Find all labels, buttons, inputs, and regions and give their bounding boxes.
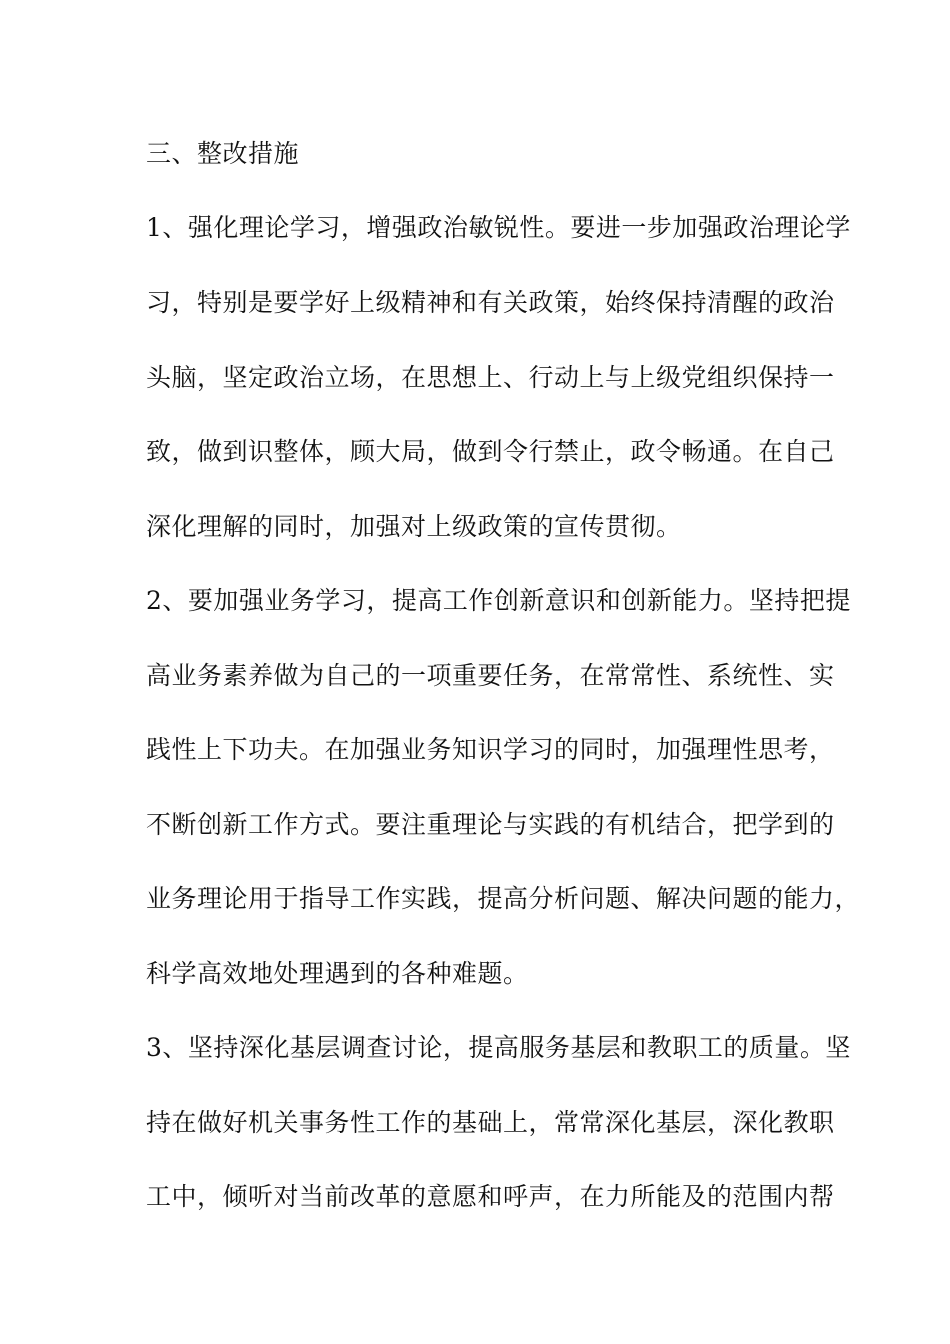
paragraph-line: 头脑，坚定政治立场，在思想上、行动上与上级党组织保持一	[146, 363, 835, 392]
paragraph-line: 不断创新工作方式。要注重理论与实践的有机结合，把学到的	[146, 810, 835, 839]
paragraph-line: 持在做好机关事务性工作的基础上，常常深化基层，深化教职	[146, 1108, 835, 1137]
paragraph-line: 践性上下功夫。在加强业务知识学习的同时，加强理性思考，	[146, 735, 835, 764]
section-heading: 三、整改措施	[146, 139, 300, 168]
paragraph-line: 1、强化理论学习，增强政治敏锐性。要进一步加强政治理论学	[146, 213, 851, 242]
paragraph-line: 3、坚持深化基层调查讨论，提高服务基层和教职工的质量。坚	[146, 1033, 851, 1062]
paragraph-line: 2、要加强业务学习，提高工作创新意识和创新能力。坚持把提	[146, 586, 851, 615]
paragraph-line: 科学高效地处理遇到的各种难题。	[146, 959, 529, 988]
paragraph-line: 深化理解的同时，加强对上级政策的宣传贯彻。	[146, 512, 682, 541]
paragraph-line: 业务理论用于指导工作实践，提高分析问题、解决问题的能力，	[146, 884, 861, 913]
paragraph-line: 致，做到识整体，顾大局，做到令行禁止，政令畅通。在自己	[146, 437, 835, 466]
paragraph-line: 高业务素养做为自己的一项重要任务，在常常性、系统性、实	[146, 661, 835, 690]
paragraph-line: 工中，倾听对当前改革的意愿和呼声，在力所能及的范围内帮	[146, 1182, 835, 1211]
paragraph-line: 习，特别是要学好上级精神和有关政策，始终保持清醒的政治	[146, 288, 835, 317]
